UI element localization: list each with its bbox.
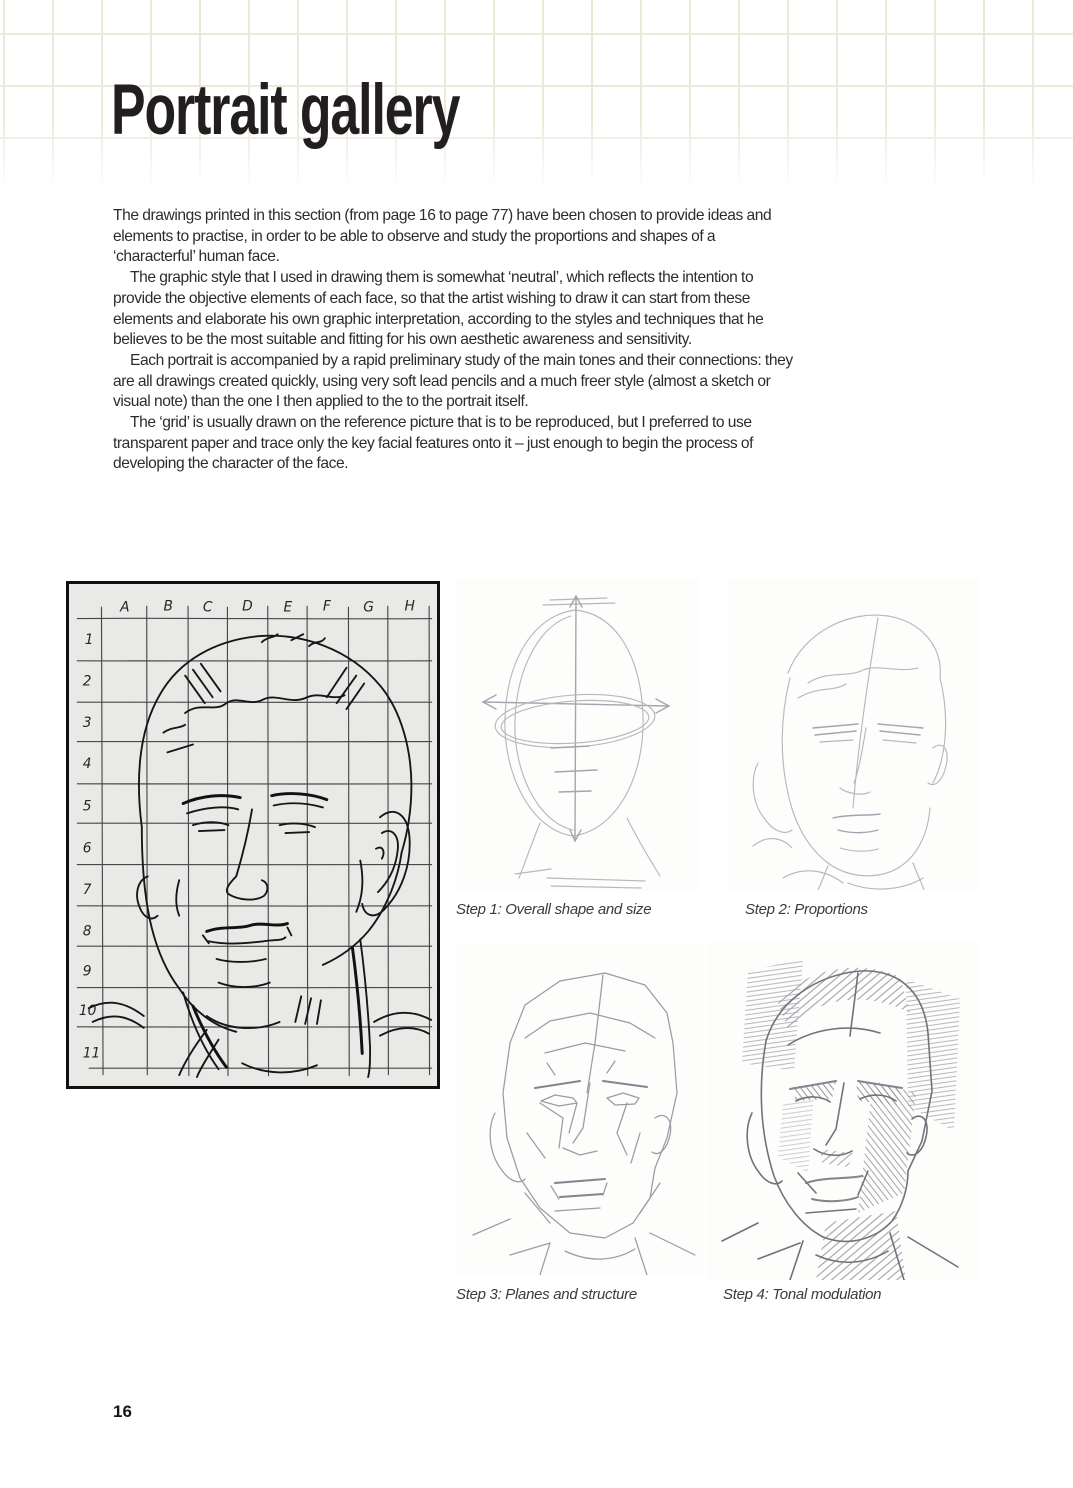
row-label: 8: [82, 923, 92, 940]
col-label: G: [363, 599, 374, 616]
grid-row-labels: [79, 632, 100, 1061]
row-label: 9: [82, 963, 92, 980]
step4-sketch: [708, 941, 980, 1280]
intro-paragraph-2: The graphic style that I used in drawing them is somewhat ‘neutral’, which reflects the intention to provide the objective elements of each face, so that the artist wishing to draw it can start from these elements and elaborate his own graphic interpretation, according to the styles and techniques that he believes to be the most suitable and fitting for his own aesthetic awareness and sensitivity.: [113, 269, 764, 349]
page-title: Portrait gallery: [111, 71, 460, 150]
col-label: B: [163, 598, 173, 615]
row-label: 10: [78, 1003, 97, 1020]
graph-paper-backdrop: [0, 0, 1073, 200]
hand-grid: [77, 606, 432, 1076]
intro-paragraph-3: Each portrait is accompanied by a rapid preliminary study of the main tones and their connections: they are all drawings created quickly, using very soft lead pencils and a much freer style (almost a sketch or visual note) than the one I then applied to the to the portrait itself.: [113, 351, 793, 411]
planes-structure-sketch: [473, 973, 695, 1275]
col-label: D: [242, 598, 253, 615]
step1-figure: [455, 578, 700, 890]
intro-paragraph-1: The drawings printed in this section (from page 16 to page 77) have been chosen to provide ideas and elements to practise, in order to be able to observe and study the proportions and shapes of a ‘characterful’ human face.: [113, 207, 772, 266]
tonal-sketch: [722, 959, 960, 1280]
gridded-portrait-sketch: [69, 584, 437, 1086]
step4-figure: [708, 941, 980, 1280]
row-label: 6: [82, 840, 92, 857]
step3-caption: Step 3: Planes and structure: [456, 1286, 637, 1303]
gridded-portrait-figure: [66, 581, 440, 1089]
step1-caption: Step 1: Overall shape and size: [456, 901, 652, 918]
intro-paragraph-4: The ‘grid’ is usually drawn on the reference picture that is to be reproduced, but I preferred to use transparent paper and trace only the key facial features onto it – just enough to begin the process of developing the character of the face.: [113, 414, 754, 473]
page-number: 16: [113, 1402, 132, 1421]
col-label: H: [404, 598, 415, 615]
step2-sketch: [728, 578, 980, 890]
step3-sketch: [455, 943, 705, 1275]
step1-sketch: [455, 578, 700, 890]
col-label: F: [322, 598, 331, 615]
row-label: 4: [82, 756, 92, 773]
col-label: A: [120, 599, 130, 616]
col-label: C: [202, 599, 213, 616]
step2-figure: [728, 578, 980, 890]
traced-face-sketch: [89, 634, 431, 1077]
proportion-sketch: [753, 615, 947, 890]
row-label: 3: [82, 714, 92, 731]
step2-caption: Step 2: Proportions: [745, 901, 868, 918]
step4-caption: Step 4: Tonal modulation: [723, 1286, 882, 1303]
row-label: 2: [82, 673, 92, 690]
row-label: 5: [82, 798, 92, 815]
construction-egg-sketch: [483, 596, 669, 888]
row-label: 7: [82, 882, 92, 899]
intro-text: [113, 206, 797, 475]
grid-column-labels: [119, 599, 415, 616]
step3-figure: [455, 943, 705, 1275]
col-label: E: [283, 599, 293, 616]
row-label: 1: [84, 632, 94, 649]
row-label: 11: [82, 1045, 101, 1062]
